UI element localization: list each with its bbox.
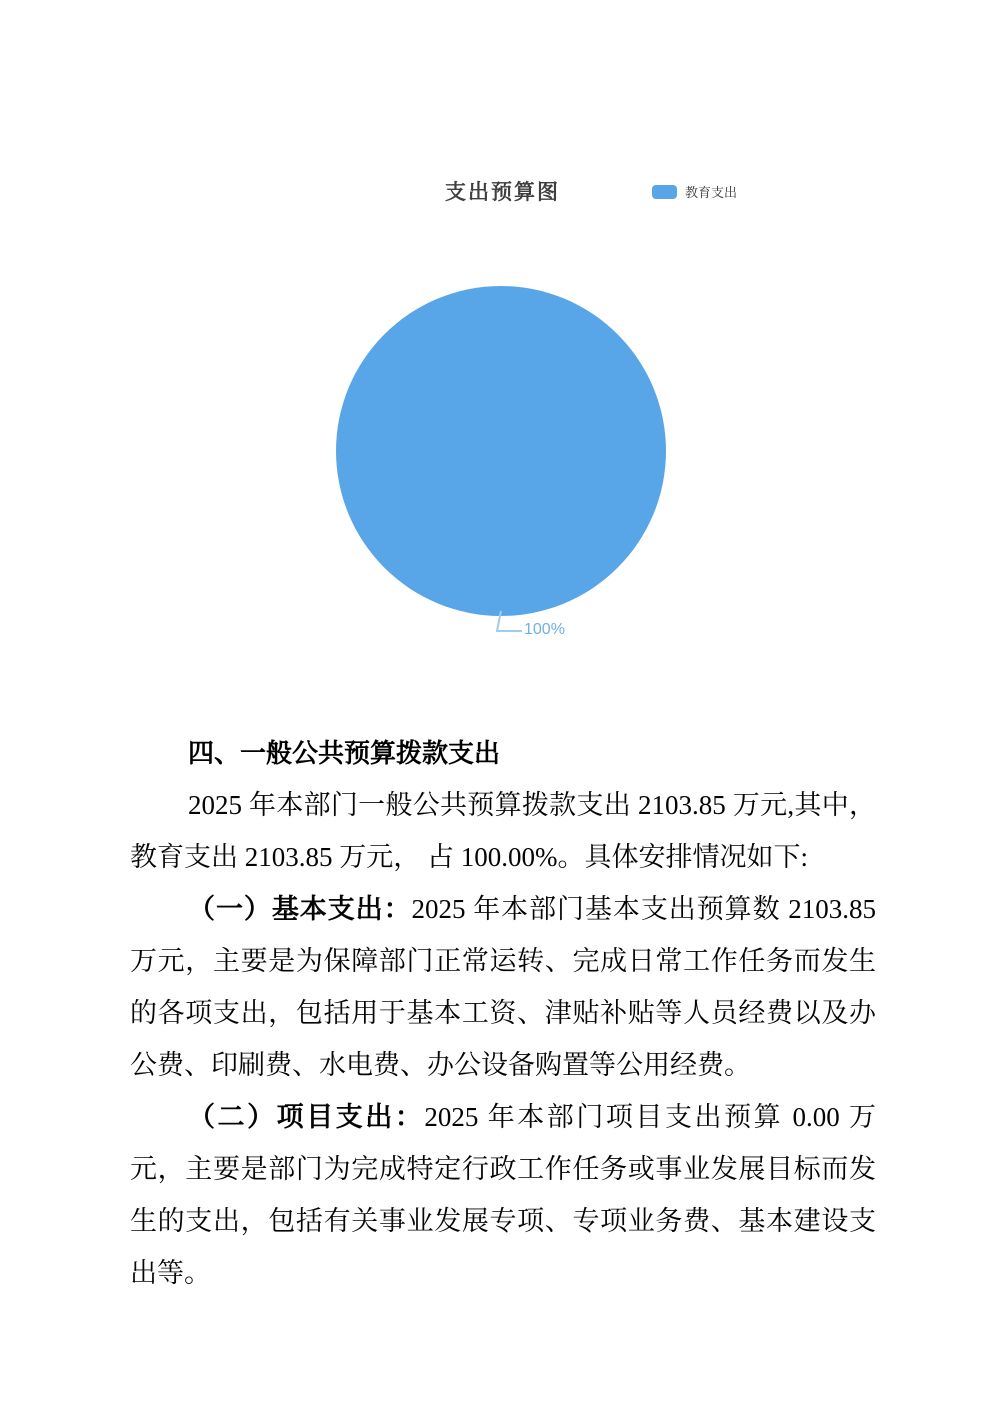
paragraph-overview <box>130 779 876 883</box>
chart-legend <box>652 182 737 201</box>
paragraph-project-expenditure-text: 2025 年本部门项目支出预算 0.00 万元，主要是部门为完成特定行政工作任务或事业发展目标而发生的支出，包括有关事业发展专项、专项业务费、基本建设支出等。 <box>130 1102 877 1288</box>
document-body <box>130 727 876 1299</box>
paragraph-project-expenditure-label: （二）项目支出： <box>188 1102 425 1132</box>
paragraph-overview-text: 2025 年本部门一般公共预算拨款支出 2103.85 万元,其中，教育支出 2103.85 万元， 占 100.00%。具体安排情况如下: <box>130 790 876 872</box>
paragraph-basic-expenditure-label: （一）基本支出： <box>188 894 412 924</box>
legend-label-education: 教育支出 <box>685 185 738 200</box>
section-heading: 四、一般公共预算拨款支出 <box>188 738 501 768</box>
paragraph-basic-expenditure <box>130 883 876 1091</box>
legend-swatch-education <box>652 185 677 199</box>
paragraph-basic-expenditure-text: 2025 年本部门基本支出预算数 2103.85 万元，主要是为保障部门正常运转、完成日常工作任务而发生的各项支出，包括用于基本工资、津贴补贴等人员经费以及办公费、印刷费、水电费、办公设备购置等公用经费。 <box>130 894 877 1080</box>
pie-percent-label: 100% <box>524 621 565 638</box>
chart-title: 支出预算图 <box>445 181 560 204</box>
paragraph-project-expenditure <box>130 1091 876 1299</box>
pie-slice-education <box>336 286 666 616</box>
